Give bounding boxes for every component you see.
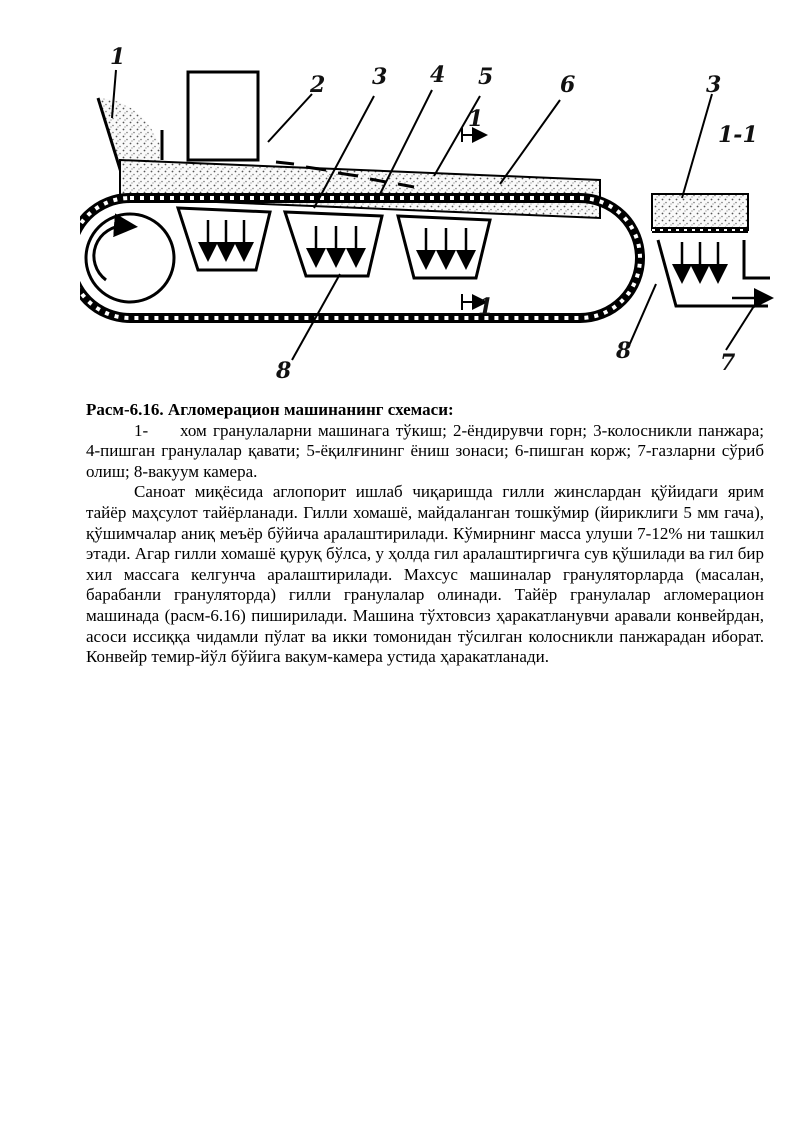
section-mark-bottom: 1 — [478, 294, 494, 320]
label-6: 6 — [560, 72, 576, 98]
text-content — [86, 400, 764, 668]
figure-caption-title: Расм-6.16. Агломерацион машинанинг схемаси: — [86, 400, 454, 419]
legend-number: 1- — [134, 420, 149, 440]
section-label-7: 7 — [720, 350, 736, 376]
label-2: 2 — [310, 72, 326, 98]
legend-text: хом гранулаларни машинага тўкиш; 2-ёндирувчи горн; 3-колосникли панжара; 4-пишган гранулалар қавати; 5-ёқилғининг ёниш зонаси; 6-пишган корж; 7-газларни сўриб олиш; 8-вакуум камера. — [86, 420, 764, 481]
label-8: 8 — [276, 358, 292, 384]
section-mark-top: 1 — [468, 106, 484, 132]
ignition-furnace — [188, 72, 258, 160]
section-label-8: 8 — [616, 338, 632, 364]
section-label-3: 3 — [706, 72, 722, 98]
label-3: 3 — [372, 64, 388, 90]
drive-drum — [86, 214, 174, 302]
label-1: 1 — [110, 44, 126, 70]
body-paragraph: Саноат миқёсида аглопорит ишлаб чиқаришда гилли жинслардан қўйидаги ярим тайёр маҳсулот тайёрланади. Гилли хомашё, майдаланган тошкўмир (йириклиги 5 мм гача), қўшимчалар аниқ меъёр бўйича аралаштирилади. Кўмирнинг масса улуши 7-12% ни ташкил этади. Агар гилли хомашё қуруқ бўлса, у ҳолда гил аралаштиргичга сув қўшилади ва гил бир хил массага келгунча аралаштирилади. Махсус машиналар грануляторларда (масалан, барабанли грануляторда) гилли гранулалар олинади. Тайёр гранулалар агломерацион машинада (расм-6.16) пиширилади. Машина тўхтовсиз ҳаракатланувчи аравали конвейрдан, асоси иссиққа чидамли пўлат ва икки томонидан тўсилган колосникли панжарадан иборат. Конвейр темир-йўл бўйига вакум-камера устида ҳаракатланади. — [86, 482, 764, 667]
label-4: 4 — [430, 62, 446, 88]
agglomeration-machine-diagram — [80, 30, 780, 390]
section-title: 1-1 — [718, 122, 758, 148]
label-5: 5 — [478, 64, 494, 90]
figure-legend — [86, 421, 764, 483]
